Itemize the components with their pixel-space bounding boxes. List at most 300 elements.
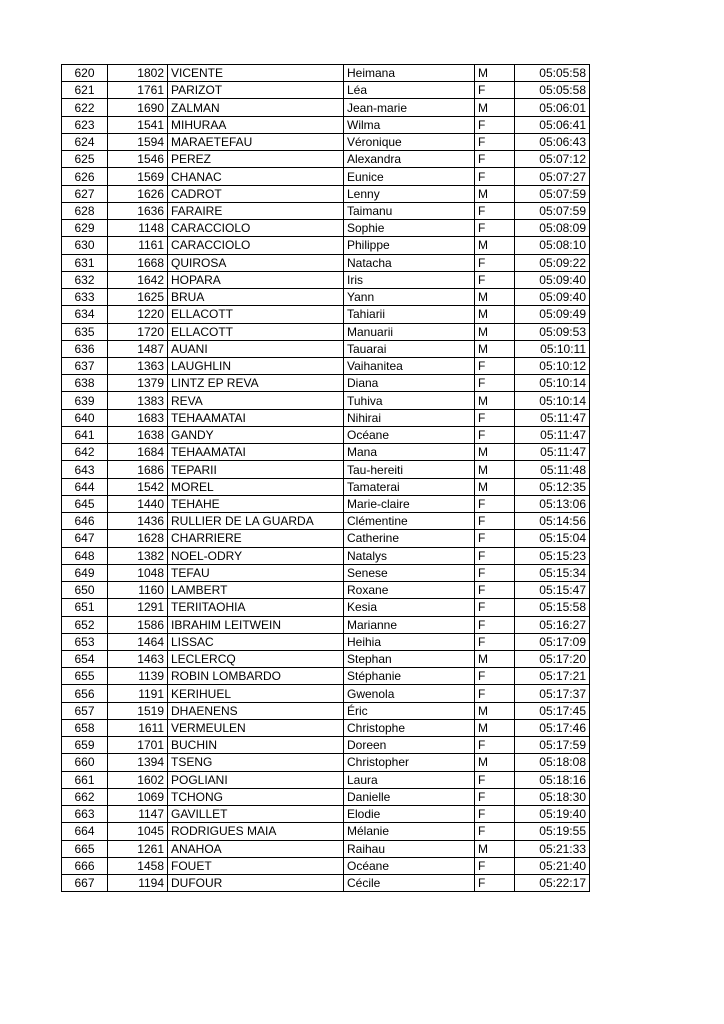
finish-time-cell: 05:15:04 xyxy=(515,530,590,547)
bib-number-cell: 1594 xyxy=(108,133,168,150)
table-row xyxy=(62,340,590,357)
finish-time-cell: 05:06:41 xyxy=(515,116,590,133)
bib-number-cell: 1683 xyxy=(108,409,168,426)
sex-cell: F xyxy=(475,599,515,616)
first-name-cell: Yann xyxy=(344,289,475,306)
rank-cell: 656 xyxy=(62,685,108,702)
last-name-cell: AUANI xyxy=(168,340,344,357)
bib-number-cell: 1194 xyxy=(108,875,168,892)
sex-cell: F xyxy=(475,357,515,374)
last-name-cell: CARACCIOLO xyxy=(168,220,344,237)
first-name-cell: Marie-claire xyxy=(344,495,475,512)
table-row xyxy=(62,357,590,374)
rank-cell: 645 xyxy=(62,495,108,512)
sex-cell: M xyxy=(475,306,515,323)
last-name-cell: TSENG xyxy=(168,754,344,771)
table-row xyxy=(62,719,590,736)
last-name-cell: RODRIGUES MAIA xyxy=(168,823,344,840)
finish-time-cell: 05:13:06 xyxy=(515,495,590,512)
rank-cell: 666 xyxy=(62,857,108,874)
finish-time-cell: 05:12:35 xyxy=(515,478,590,495)
last-name-cell: PARIZOT xyxy=(168,82,344,99)
finish-time-cell: 05:10:14 xyxy=(515,375,590,392)
finish-time-cell: 05:11:47 xyxy=(515,409,590,426)
last-name-cell: LINTZ EP REVA xyxy=(168,375,344,392)
bib-number-cell: 1436 xyxy=(108,513,168,530)
last-name-cell: BUCHIN xyxy=(168,737,344,754)
table-row xyxy=(62,99,590,116)
finish-time-cell: 05:07:59 xyxy=(515,185,590,202)
finish-time-cell: 05:10:12 xyxy=(515,357,590,374)
finish-time-cell: 05:07:27 xyxy=(515,168,590,185)
first-name-cell: Manuarii xyxy=(344,323,475,340)
rank-cell: 652 xyxy=(62,616,108,633)
table-row xyxy=(62,444,590,461)
table-row xyxy=(62,426,590,443)
sex-cell: M xyxy=(475,444,515,461)
last-name-cell: GAVILLET xyxy=(168,806,344,823)
rank-cell: 658 xyxy=(62,719,108,736)
last-name-cell: KERIHUEL xyxy=(168,685,344,702)
table-row xyxy=(62,133,590,150)
first-name-cell: Mana xyxy=(344,444,475,461)
finish-time-cell: 05:17:45 xyxy=(515,702,590,719)
table-row xyxy=(62,806,590,823)
rank-cell: 651 xyxy=(62,599,108,616)
finish-time-cell: 05:09:53 xyxy=(515,323,590,340)
bib-number-cell: 1720 xyxy=(108,323,168,340)
sex-cell: F xyxy=(475,116,515,133)
rank-cell: 648 xyxy=(62,547,108,564)
sex-cell: F xyxy=(475,151,515,168)
table-row xyxy=(62,495,590,512)
table-row xyxy=(62,857,590,874)
last-name-cell: RULLIER DE LA GUARDA xyxy=(168,513,344,530)
first-name-cell: Océane xyxy=(344,426,475,443)
bib-number-cell: 1440 xyxy=(108,495,168,512)
rank-cell: 661 xyxy=(62,771,108,788)
rank-cell: 627 xyxy=(62,185,108,202)
rank-cell: 667 xyxy=(62,875,108,892)
finish-time-cell: 05:17:21 xyxy=(515,668,590,685)
last-name-cell: POGLIANI xyxy=(168,771,344,788)
finish-time-cell: 05:17:59 xyxy=(515,737,590,754)
rank-cell: 650 xyxy=(62,582,108,599)
last-name-cell: ANAHOA xyxy=(168,840,344,857)
first-name-cell: Catherine xyxy=(344,530,475,547)
table-row xyxy=(62,306,590,323)
sex-cell: M xyxy=(475,185,515,202)
table-row xyxy=(62,633,590,650)
finish-time-cell: 05:15:34 xyxy=(515,564,590,581)
sex-cell: F xyxy=(475,409,515,426)
bib-number-cell: 1638 xyxy=(108,426,168,443)
last-name-cell: CARACCIOLO xyxy=(168,237,344,254)
last-name-cell: FOUET xyxy=(168,857,344,874)
last-name-cell: CHANAC xyxy=(168,168,344,185)
last-name-cell: TEHAAMATAI xyxy=(168,444,344,461)
bib-number-cell: 1642 xyxy=(108,271,168,288)
table-row xyxy=(62,202,590,219)
rank-cell: 649 xyxy=(62,564,108,581)
first-name-cell: Vaihanitea xyxy=(344,357,475,374)
first-name-cell: Marianne xyxy=(344,616,475,633)
last-name-cell: NOEL-ODRY xyxy=(168,547,344,564)
first-name-cell: Jean-marie xyxy=(344,99,475,116)
table-row xyxy=(62,823,590,840)
rank-cell: 621 xyxy=(62,82,108,99)
bib-number-cell: 1383 xyxy=(108,392,168,409)
last-name-cell: TCHONG xyxy=(168,788,344,805)
finish-time-cell: 05:10:14 xyxy=(515,392,590,409)
bib-number-cell: 1147 xyxy=(108,806,168,823)
sex-cell: F xyxy=(475,168,515,185)
table-row xyxy=(62,461,590,478)
finish-time-cell: 05:08:09 xyxy=(515,220,590,237)
bib-number-cell: 1487 xyxy=(108,340,168,357)
sex-cell: F xyxy=(475,82,515,99)
first-name-cell: Natacha xyxy=(344,254,475,271)
bib-number-cell: 1569 xyxy=(108,168,168,185)
bib-number-cell: 1463 xyxy=(108,650,168,667)
first-name-cell: Senese xyxy=(344,564,475,581)
finish-time-cell: 05:18:16 xyxy=(515,771,590,788)
sex-cell: F xyxy=(475,857,515,874)
sex-cell: M xyxy=(475,702,515,719)
finish-time-cell: 05:17:37 xyxy=(515,685,590,702)
bib-number-cell: 1684 xyxy=(108,444,168,461)
bib-number-cell: 1069 xyxy=(108,788,168,805)
first-name-cell: Laura xyxy=(344,771,475,788)
table-row xyxy=(62,151,590,168)
first-name-cell: Tuhiva xyxy=(344,392,475,409)
finish-time-cell: 05:07:12 xyxy=(515,151,590,168)
sex-cell: F xyxy=(475,616,515,633)
sex-cell: F xyxy=(475,806,515,823)
sex-cell: F xyxy=(475,668,515,685)
sex-cell: F xyxy=(475,737,515,754)
sex-cell: M xyxy=(475,323,515,340)
rank-cell: 626 xyxy=(62,168,108,185)
sex-cell: F xyxy=(475,220,515,237)
finish-time-cell: 05:21:40 xyxy=(515,857,590,874)
table-row xyxy=(62,840,590,857)
table-row xyxy=(62,82,590,99)
last-name-cell: ZALMAN xyxy=(168,99,344,116)
rank-cell: 659 xyxy=(62,737,108,754)
last-name-cell: TEHAHE xyxy=(168,495,344,512)
first-name-cell: Stephan xyxy=(344,650,475,667)
last-name-cell: LAUGHLIN xyxy=(168,357,344,374)
finish-time-cell: 05:06:43 xyxy=(515,133,590,150)
bib-number-cell: 1701 xyxy=(108,737,168,754)
finish-time-cell: 05:18:08 xyxy=(515,754,590,771)
bib-number-cell: 1541 xyxy=(108,116,168,133)
first-name-cell: Heihia xyxy=(344,633,475,650)
first-name-cell: Clémentine xyxy=(344,513,475,530)
finish-time-cell: 05:07:59 xyxy=(515,202,590,219)
table-row xyxy=(62,530,590,547)
results-body xyxy=(62,65,590,892)
table-row xyxy=(62,65,590,82)
sex-cell: M xyxy=(475,754,515,771)
first-name-cell: Diana xyxy=(344,375,475,392)
bib-number-cell: 1628 xyxy=(108,530,168,547)
rank-cell: 657 xyxy=(62,702,108,719)
bib-number-cell: 1546 xyxy=(108,151,168,168)
bib-number-cell: 1379 xyxy=(108,375,168,392)
last-name-cell: IBRAHIM LEITWEIN xyxy=(168,616,344,633)
last-name-cell: LISSAC xyxy=(168,633,344,650)
table-row xyxy=(62,754,590,771)
last-name-cell: PEREZ xyxy=(168,151,344,168)
finish-time-cell: 05:09:22 xyxy=(515,254,590,271)
last-name-cell: ELLACOTT xyxy=(168,323,344,340)
sex-cell: F xyxy=(475,564,515,581)
first-name-cell: Christopher xyxy=(344,754,475,771)
last-name-cell: MARAETEFAU xyxy=(168,133,344,150)
bib-number-cell: 1160 xyxy=(108,582,168,599)
last-name-cell: FARAIRE xyxy=(168,202,344,219)
table-row xyxy=(62,409,590,426)
sex-cell: F xyxy=(475,823,515,840)
rank-cell: 662 xyxy=(62,788,108,805)
rank-cell: 624 xyxy=(62,133,108,150)
table-row xyxy=(62,254,590,271)
finish-time-cell: 05:21:33 xyxy=(515,840,590,857)
table-row xyxy=(62,788,590,805)
rank-cell: 655 xyxy=(62,668,108,685)
table-row xyxy=(62,702,590,719)
finish-time-cell: 05:09:49 xyxy=(515,306,590,323)
last-name-cell: VERMEULEN xyxy=(168,719,344,736)
first-name-cell: Mélanie xyxy=(344,823,475,840)
rank-cell: 637 xyxy=(62,357,108,374)
first-name-cell: Roxane xyxy=(344,582,475,599)
sex-cell: F xyxy=(475,254,515,271)
finish-time-cell: 05:10:11 xyxy=(515,340,590,357)
table-row xyxy=(62,392,590,409)
rank-cell: 633 xyxy=(62,289,108,306)
first-name-cell: Cécile xyxy=(344,875,475,892)
results-table xyxy=(61,64,590,892)
table-row xyxy=(62,185,590,202)
bib-number-cell: 1139 xyxy=(108,668,168,685)
sex-cell: F xyxy=(475,771,515,788)
first-name-cell: Sophie xyxy=(344,220,475,237)
table-row xyxy=(62,771,590,788)
table-row xyxy=(62,875,590,892)
bib-number-cell: 1191 xyxy=(108,685,168,702)
last-name-cell: REVA xyxy=(168,392,344,409)
sex-cell: M xyxy=(475,65,515,82)
finish-time-cell: 05:15:58 xyxy=(515,599,590,616)
rank-cell: 636 xyxy=(62,340,108,357)
first-name-cell: Christophe xyxy=(344,719,475,736)
first-name-cell: Tahiarii xyxy=(344,306,475,323)
last-name-cell: GANDY xyxy=(168,426,344,443)
table-row xyxy=(62,668,590,685)
rank-cell: 663 xyxy=(62,806,108,823)
bib-number-cell: 1394 xyxy=(108,754,168,771)
rank-cell: 630 xyxy=(62,237,108,254)
finish-time-cell: 05:17:46 xyxy=(515,719,590,736)
bib-number-cell: 1686 xyxy=(108,461,168,478)
last-name-cell: MIHURAA xyxy=(168,116,344,133)
last-name-cell: BRUA xyxy=(168,289,344,306)
finish-time-cell: 05:17:20 xyxy=(515,650,590,667)
table-row xyxy=(62,513,590,530)
sex-cell: M xyxy=(475,478,515,495)
last-name-cell: LECLERCQ xyxy=(168,650,344,667)
finish-time-cell: 05:19:40 xyxy=(515,806,590,823)
table-row xyxy=(62,650,590,667)
table-row xyxy=(62,599,590,616)
table-row xyxy=(62,616,590,633)
rank-cell: 635 xyxy=(62,323,108,340)
rank-cell: 664 xyxy=(62,823,108,840)
sex-cell: M xyxy=(475,840,515,857)
last-name-cell: TEPARII xyxy=(168,461,344,478)
table-row xyxy=(62,564,590,581)
sex-cell: M xyxy=(475,289,515,306)
bib-number-cell: 1690 xyxy=(108,99,168,116)
finish-time-cell: 05:05:58 xyxy=(515,82,590,99)
first-name-cell: Léa xyxy=(344,82,475,99)
bib-number-cell: 1291 xyxy=(108,599,168,616)
bib-number-cell: 1220 xyxy=(108,306,168,323)
bib-number-cell: 1363 xyxy=(108,357,168,374)
first-name-cell: Gwenola xyxy=(344,685,475,702)
rank-cell: 620 xyxy=(62,65,108,82)
finish-time-cell: 05:15:23 xyxy=(515,547,590,564)
finish-time-cell: 05:05:58 xyxy=(515,65,590,82)
sex-cell: F xyxy=(475,530,515,547)
rank-cell: 640 xyxy=(62,409,108,426)
first-name-cell: Iris xyxy=(344,271,475,288)
rank-cell: 642 xyxy=(62,444,108,461)
bib-number-cell: 1802 xyxy=(108,65,168,82)
sex-cell: F xyxy=(475,788,515,805)
sex-cell: M xyxy=(475,392,515,409)
first-name-cell: Doreen xyxy=(344,737,475,754)
finish-time-cell: 05:09:40 xyxy=(515,289,590,306)
bib-number-cell: 1045 xyxy=(108,823,168,840)
sex-cell: M xyxy=(475,237,515,254)
bib-number-cell: 1519 xyxy=(108,702,168,719)
table-row xyxy=(62,168,590,185)
finish-time-cell: 05:18:30 xyxy=(515,788,590,805)
rank-cell: 628 xyxy=(62,202,108,219)
bib-number-cell: 1542 xyxy=(108,478,168,495)
finish-time-cell: 05:16:27 xyxy=(515,616,590,633)
bib-number-cell: 1586 xyxy=(108,616,168,633)
first-name-cell: Danielle xyxy=(344,788,475,805)
table-row xyxy=(62,289,590,306)
last-name-cell: ELLACOTT xyxy=(168,306,344,323)
bib-number-cell: 1626 xyxy=(108,185,168,202)
first-name-cell: Elodie xyxy=(344,806,475,823)
sex-cell: M xyxy=(475,719,515,736)
finish-time-cell: 05:08:10 xyxy=(515,237,590,254)
table-row xyxy=(62,237,590,254)
sex-cell: F xyxy=(475,633,515,650)
last-name-cell: MOREL xyxy=(168,478,344,495)
last-name-cell: LAMBERT xyxy=(168,582,344,599)
rank-cell: 641 xyxy=(62,426,108,443)
sex-cell: M xyxy=(475,99,515,116)
bib-number-cell: 1625 xyxy=(108,289,168,306)
finish-time-cell: 05:17:09 xyxy=(515,633,590,650)
first-name-cell: Lenny xyxy=(344,185,475,202)
sex-cell: F xyxy=(475,582,515,599)
sex-cell: F xyxy=(475,133,515,150)
rank-cell: 634 xyxy=(62,306,108,323)
sex-cell: F xyxy=(475,685,515,702)
table-row xyxy=(62,685,590,702)
first-name-cell: Océane xyxy=(344,857,475,874)
last-name-cell: TERIITAOHIA xyxy=(168,599,344,616)
rank-cell: 638 xyxy=(62,375,108,392)
table-row xyxy=(62,323,590,340)
sex-cell: F xyxy=(475,271,515,288)
bib-number-cell: 1161 xyxy=(108,237,168,254)
last-name-cell: QUIROSA xyxy=(168,254,344,271)
first-name-cell: Kesia xyxy=(344,599,475,616)
first-name-cell: Nihirai xyxy=(344,409,475,426)
rank-cell: 653 xyxy=(62,633,108,650)
first-name-cell: Tamaterai xyxy=(344,478,475,495)
first-name-cell: Taimanu xyxy=(344,202,475,219)
first-name-cell: Véronique xyxy=(344,133,475,150)
bib-number-cell: 1261 xyxy=(108,840,168,857)
first-name-cell: Natalys xyxy=(344,547,475,564)
bib-number-cell: 1668 xyxy=(108,254,168,271)
bib-number-cell: 1761 xyxy=(108,82,168,99)
first-name-cell: Tau-hereiti xyxy=(344,461,475,478)
rank-cell: 643 xyxy=(62,461,108,478)
finish-time-cell: 05:19:55 xyxy=(515,823,590,840)
table-row xyxy=(62,375,590,392)
sex-cell: M xyxy=(475,461,515,478)
first-name-cell: Tauarai xyxy=(344,340,475,357)
rank-cell: 623 xyxy=(62,116,108,133)
last-name-cell: CADROT xyxy=(168,185,344,202)
sex-cell: F xyxy=(475,495,515,512)
sex-cell: F xyxy=(475,202,515,219)
bib-number-cell: 1458 xyxy=(108,857,168,874)
finish-time-cell: 05:22:17 xyxy=(515,875,590,892)
finish-time-cell: 05:15:47 xyxy=(515,582,590,599)
bib-number-cell: 1148 xyxy=(108,220,168,237)
last-name-cell: DUFOUR xyxy=(168,875,344,892)
last-name-cell: CHARRIERE xyxy=(168,530,344,547)
sex-cell: M xyxy=(475,650,515,667)
rank-cell: 654 xyxy=(62,650,108,667)
bib-number-cell: 1636 xyxy=(108,202,168,219)
last-name-cell: TEHAAMATAI xyxy=(168,409,344,426)
bib-number-cell: 1048 xyxy=(108,564,168,581)
table-row xyxy=(62,547,590,564)
sex-cell: F xyxy=(475,513,515,530)
rank-cell: 660 xyxy=(62,754,108,771)
table-row xyxy=(62,478,590,495)
first-name-cell: Stéphanie xyxy=(344,668,475,685)
table-row xyxy=(62,220,590,237)
rank-cell: 625 xyxy=(62,151,108,168)
sex-cell: F xyxy=(475,875,515,892)
last-name-cell: HOPARA xyxy=(168,271,344,288)
